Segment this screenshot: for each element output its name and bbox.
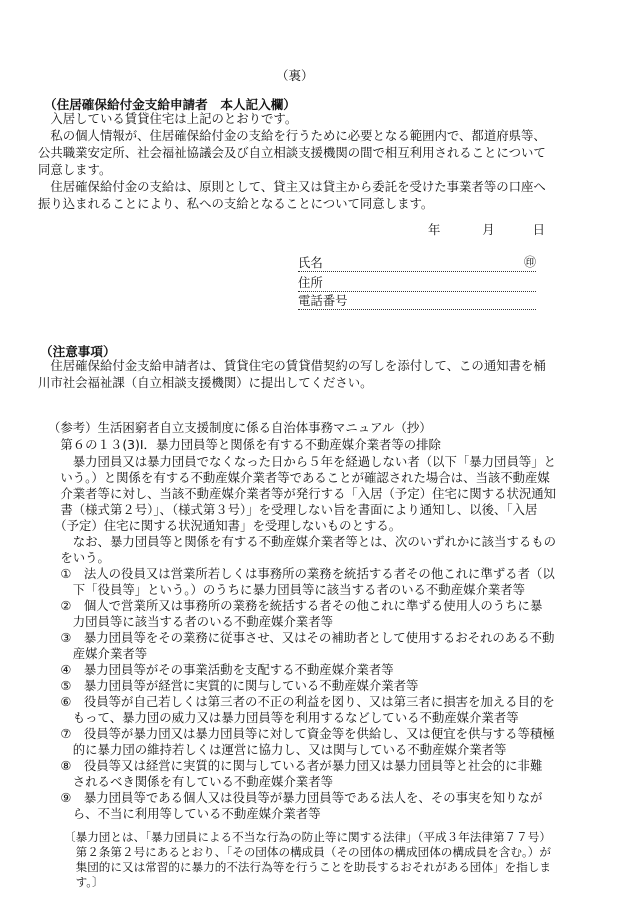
reference-line: 暴力団員又は暴力団員でなくなった日から５年を経過しない者（以下「暴力団員等」と — [48, 454, 557, 469]
reference-note-line: 集団的に又は常習的に暴力的不法行為等を行うことを助長するおそれがある団体」を指しま — [64, 860, 551, 874]
reference-item-line: ⑨ 暴力団員等である個人又は役員等が暴力団員等である法人を、その事実を知りなが — [48, 790, 543, 805]
name-field[interactable] — [298, 253, 536, 272]
notice-section-title: （注意事項） — [40, 344, 116, 359]
reference-note-line: 第２条第２号にあるとおり、「その団体の構成員（その団体の構成団体の構成員を含む。）が — [64, 845, 551, 859]
notice-text-line: 住居確保給付金支給申請者は、賃貸住宅の賃貸借契約の写しを添付して、この通知書を桶 — [38, 358, 546, 373]
name-label: 氏名 — [298, 255, 323, 270]
reference-line: なお、暴力団員等と関係を有する不動産媒介業者等とは、次のいずれかに該当するもの — [48, 534, 557, 549]
page-side-label: （裏） — [276, 68, 314, 83]
date-field[interactable] — [428, 220, 545, 238]
applicant-text-line: 入居している賃貸住宅は上記のとおりです。 — [38, 111, 298, 126]
reference-item-line: 的に暴力団の維持若しくは運営に協力し、又は関与している不動産媒介業者等 — [48, 742, 507, 757]
reference-line: 書（様式第２号）」、（様式第３号）」を受理しない旨を書面により通知し、以後、「入居 — [48, 502, 538, 517]
date-day-label: 日 — [532, 222, 545, 237]
reference-item-line: ① 法人の役員又は営業所若しくは事務所の業務を統括する者その他これに準ずる者（以 — [48, 566, 555, 581]
reference-item-line: ④ 暴力団員等がその事業活動を支配する不動産媒介業者等 — [48, 662, 394, 677]
reference-note-line: 〔暴力団とは、「暴力団員による不当な行為の防止等に関する法律」（平成３年法律第７７号） — [64, 830, 551, 844]
applicant-text-line: 住居確保給付金の支給は、原則として、貸主又は貸主から委託を受けた事業者等の口座へ — [38, 179, 546, 194]
address-field[interactable] — [298, 273, 536, 292]
reference-item-line: ⑧ 役員等又は経営に実質的に関与している者が暴力団又は暴力団員等と社会的に非難 — [48, 758, 543, 773]
reference-item-line: されるべき関係を有している不動産媒介業者等 — [48, 774, 333, 789]
reference-line: をいう。 — [48, 550, 110, 565]
reference-line: いう。）と関係を有する不動産媒介業者等であることが確認された場合は、当該不動産媒 — [48, 470, 550, 485]
reference-item-line: ⑥ 役員等が自己若しくは第三者の不正の利益を図り、又は第三者に損害を加える目的を — [48, 694, 555, 709]
notice-text-line: 川市社会福祉課（自立相談支援機関）に提出してください。 — [38, 375, 373, 390]
phone-label: 電話番号 — [298, 293, 348, 308]
applicant-text-line: 私の個人情報が、住居確保給付金の支給を行うために必要となる範囲内で、都道府県等、 — [38, 128, 546, 143]
reference-item-line: 産媒介業者等 — [48, 646, 148, 661]
reference-item-line: ⑤ 暴力団員等が経営に実質的に関与している不動産媒介業者等 — [48, 678, 419, 693]
applicant-text-line: 振り込まれることにより、私への支給となることについて同意します。 — [38, 196, 434, 211]
reference-item-line: ② 個人で営業所又は事務所の業務を統括する者その他これに準ずる使用人のうちに暴 — [48, 598, 543, 613]
reference-heading: （参考）生活困窮者自立支援制度に係る自治体事務マニュアル（抄） — [48, 420, 432, 435]
seal-icon: ㊞ — [523, 255, 536, 269]
date-month-label: 月 — [482, 222, 495, 237]
reference-item-line: ら、不当に利用等している不動産媒介業者等 — [48, 806, 321, 821]
reference-item-line: 力団員等に該当する者のいる不動産媒介業者等 — [48, 614, 333, 629]
applicant-text-line: 同意します。 — [38, 162, 112, 177]
reference-item-line: もって、暴力団の威力又は暴力団員等を利用するなどしている不動産媒介業者等 — [48, 710, 519, 725]
reference-line: （予定）住宅に関する状況通知書」を受理しないものとする。 — [48, 518, 402, 533]
date-year-label: 年 — [428, 222, 441, 237]
applicant-section-title: （住居確保給付金支給申請者 本人記入欄） — [44, 97, 296, 112]
phone-field[interactable] — [298, 291, 536, 310]
reference-subheading: 第６の１３(3)Ⅰ．暴力団員等と関係を有する不動産媒介業者等の排除 — [48, 437, 441, 452]
address-label: 住所 — [298, 275, 323, 290]
applicant-text-line: 公共職業安定所、社会福祉協議会及び自立相談支援機関の間で相互利用されることについて — [38, 145, 546, 160]
reference-item-line: 下「役員等」という。）のうちに暴力団員等に該当する者のいる不動産媒介業者等 — [48, 582, 526, 597]
reference-item-line: ③ 暴力団員等をその業務に従事させ、又はその補助者として使用するおそれのある不動 — [48, 630, 555, 645]
reference-item-line: ⑦ 役員等が暴力団又は暴力団員等に対して資金等を供給し、又は便宜を供与する等積極 — [48, 726, 555, 741]
reference-line: 介業者等に対し、当該不動産媒介業者等が発行する「入居（予定）住宅に関する状況通知 — [48, 486, 557, 501]
reference-note-line: す。〕 — [64, 875, 104, 889]
